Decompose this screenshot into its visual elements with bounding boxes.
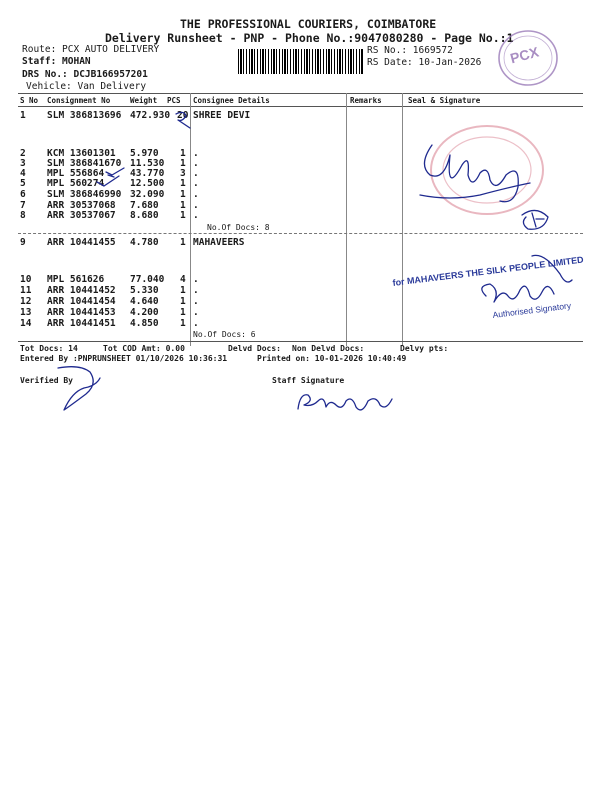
- row-4-consignee: .: [193, 168, 199, 179]
- consignee-signature-1: [410, 135, 570, 240]
- col-seal-signature: Seal & Signature: [408, 96, 481, 105]
- row-2-weight: 5.970: [130, 148, 159, 159]
- col-remarks: Remarks: [350, 96, 382, 105]
- printed-on: Printed on: 10-01-2026 10:40:49: [257, 354, 407, 363]
- row-10-weight: 77.040: [130, 274, 165, 285]
- row-9-consignment: ARR 10441455: [47, 237, 116, 248]
- group-2-docs: No.Of Docs: 6: [193, 330, 256, 339]
- non-delivered-docs: Non Delvd Docs:: [292, 344, 365, 353]
- authorised-signatory-label: Authorised Signatory: [492, 300, 572, 320]
- barcode: [238, 49, 364, 74]
- row-4-weight: 43.770: [130, 168, 165, 179]
- row-5-consignment: MPL 560274: [47, 178, 105, 189]
- row-2-consignee: .: [193, 148, 199, 159]
- entered-by: Entered By :PNPRUNSHEET 01/10/2026 10:36:31: [20, 354, 228, 363]
- row-7-sno: 7: [20, 200, 26, 211]
- row-11-sno: 11: [20, 285, 32, 296]
- col-pcs: PCS: [167, 96, 181, 105]
- row-3-sno: 3: [20, 158, 26, 169]
- row-4-consignment: MPL 556864: [47, 168, 105, 179]
- vehicle-label: Vehicle: Van Delivery: [26, 81, 147, 92]
- row-1-consignment: SLM 386813696: [47, 110, 122, 121]
- row-9-consignee: MAHAVEERS: [193, 237, 245, 248]
- row-5-sno: 5: [20, 178, 26, 189]
- row-7-weight: 7.680: [130, 200, 159, 211]
- row-13-sno: 13: [20, 307, 32, 318]
- rs-number: RS No.: 1669572: [367, 45, 453, 56]
- row-14-pcs: 1: [180, 318, 186, 329]
- row-8-pcs: 1: [180, 210, 186, 221]
- row-10-consignee: .: [193, 274, 199, 285]
- total-docs: Tot Docs: 14: [20, 344, 78, 353]
- row-11-weight: 5.330: [130, 285, 159, 296]
- authorised-signature: [472, 250, 582, 320]
- row-2-sno: 2: [20, 148, 26, 159]
- tick-mark-row-5: [95, 174, 121, 188]
- rs-date: RS Date: 10-Jan-2026: [367, 57, 482, 68]
- row-12-consignment: ARR 10441454: [47, 296, 116, 307]
- row-12-consignee: .: [193, 296, 199, 307]
- row-3-consignee: .: [193, 158, 199, 169]
- row-7-pcs: 1: [180, 200, 186, 211]
- staff-signature-label: Staff Signature: [272, 376, 345, 385]
- row-11-consignment: ARR 10441452: [47, 285, 116, 296]
- total-cod: Tot COD Amt: 0.00: [103, 344, 185, 353]
- row-11-pcs: 1: [180, 285, 186, 296]
- runsheet-subtitle: Delivery Runsheet - PNP - Phone No.:9047080280 - Page No.:1: [105, 31, 514, 45]
- row-6-weight: 32.090: [130, 189, 165, 200]
- row-8-weight: 8.680: [130, 210, 159, 221]
- row-13-consignee: .: [193, 307, 199, 318]
- row-4-sno: 4: [20, 168, 26, 179]
- company-title: THE PROFESSIONAL COURIERS, COIMBATORE: [180, 17, 437, 31]
- row-12-weight: 4.640: [130, 296, 159, 307]
- pcs-correction-mark: [172, 108, 194, 132]
- route-label: Route: PCX AUTO DELIVERY: [22, 44, 160, 55]
- row-2-consignment: KCM 13601301: [47, 148, 116, 159]
- staff-signature: [290, 387, 400, 419]
- col-consignee: Consignee Details: [193, 96, 270, 105]
- row-14-consignment: ARR 10441451: [47, 318, 116, 329]
- row-8-consignee: .: [193, 210, 199, 221]
- row-13-weight: 4.200: [130, 307, 159, 318]
- row-12-pcs: 1: [180, 296, 186, 307]
- row-6-consignment: SLM 386846990: [47, 189, 122, 200]
- row-8-consignment: ARR 30537067: [47, 210, 116, 221]
- verified-by-signature: [50, 362, 110, 417]
- row-13-pcs: 1: [180, 307, 186, 318]
- verified-by-label: Verified By: [20, 376, 73, 385]
- row-14-consignee: .: [193, 318, 199, 329]
- row-1-pcs: 20: [177, 110, 189, 121]
- row-1-consignee: SHREE DEVI: [193, 110, 251, 121]
- row-4-pcs: 3: [180, 168, 186, 179]
- row-11-consignee: .: [193, 285, 199, 296]
- row-7-consignee: .: [193, 200, 199, 211]
- col-sno: S No: [20, 96, 39, 105]
- row-10-sno: 10: [20, 274, 32, 285]
- row-10-consignment: MPL 561626: [47, 274, 105, 285]
- drs-number: DRS No.: DCJB166957201: [22, 69, 148, 80]
- row-5-consignee: .: [193, 178, 199, 189]
- col-weight: Weight: [130, 96, 158, 105]
- delivered-docs: Delvd Docs:: [228, 344, 281, 353]
- row-5-pcs: 1: [180, 178, 186, 189]
- staff-label: Staff: MOHAN: [22, 56, 91, 67]
- row-9-weight: 4.780: [130, 237, 159, 248]
- row-3-consignment: SLM 386841670: [47, 158, 122, 169]
- delivery-points: Delvy pts:: [400, 344, 449, 353]
- row-3-pcs: 1: [180, 158, 186, 169]
- company-stamp-name: for MAHAVEERS THE SILK PEOPLE LIMITED: [392, 254, 585, 288]
- row-2-pcs: 1: [180, 148, 186, 159]
- row-6-pcs: 1: [180, 189, 186, 200]
- row-14-weight: 4.850: [130, 318, 159, 329]
- row-1-sno: 1: [20, 110, 26, 121]
- col-consignment: Consignment No: [47, 96, 111, 105]
- row-13-consignment: ARR 10441453: [47, 307, 116, 318]
- row-9-pcs: 1: [180, 237, 186, 248]
- row-7-consignment: ARR 30537068: [47, 200, 116, 211]
- row-9-sno: 9: [20, 237, 26, 248]
- row-8-sno: 8: [20, 210, 26, 221]
- row-1-weight: 472.930: [130, 110, 171, 121]
- pcx-stamp-text: PCX: [508, 43, 541, 67]
- row-6-sno: 6: [20, 189, 26, 200]
- row-12-sno: 12: [20, 296, 32, 307]
- row-5-weight: 12.500: [130, 178, 165, 189]
- group-1-docs: No.Of Docs: 8: [207, 223, 270, 232]
- row-10-pcs: 4: [180, 274, 186, 285]
- row-3-weight: 11.530: [130, 158, 165, 169]
- row-6-consignee: .: [193, 189, 199, 200]
- row-14-sno: 14: [20, 318, 32, 329]
